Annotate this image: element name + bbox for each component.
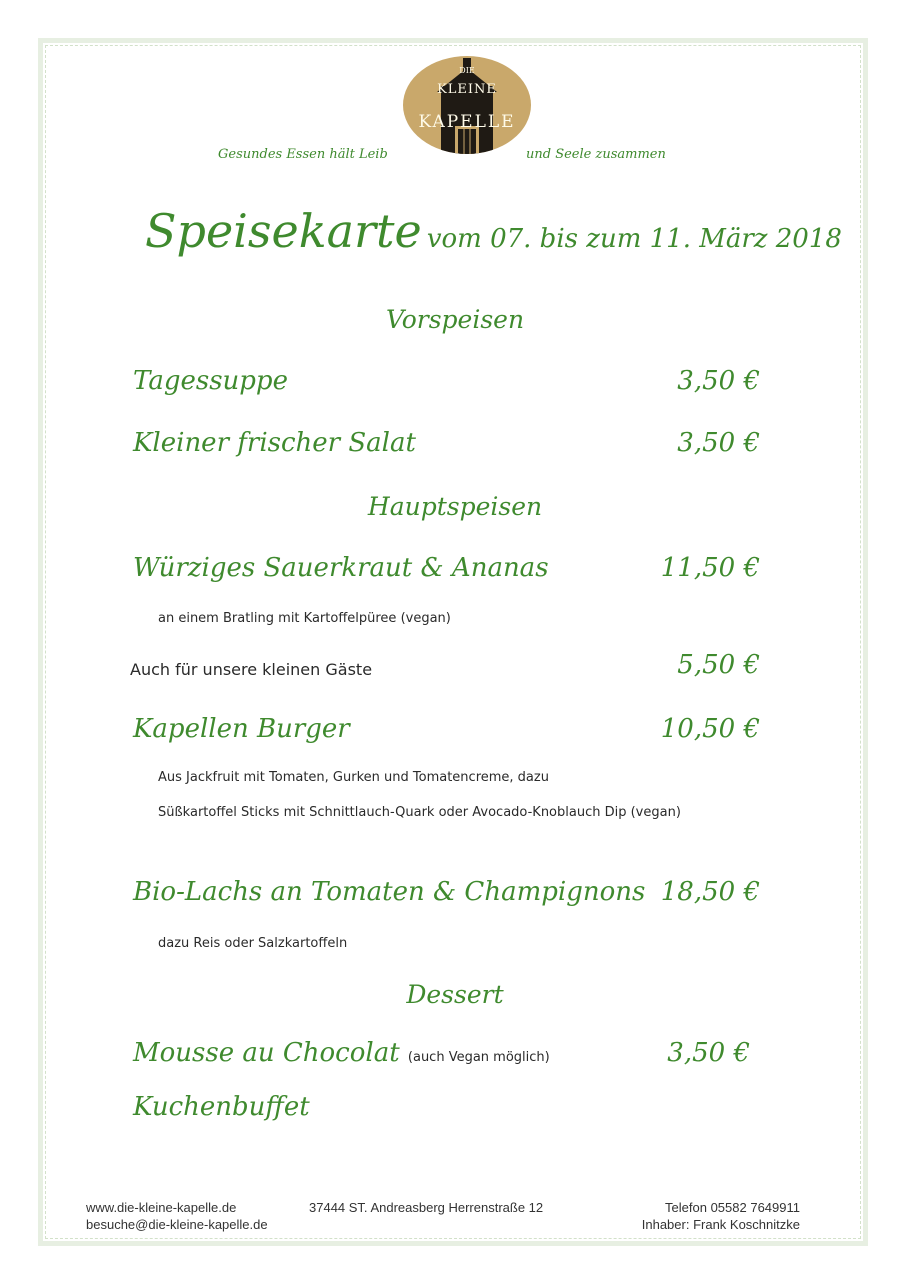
footer-address: 37444 ST. Andreasberg Herrenstraße 12 xyxy=(309,1200,544,1215)
dish-description: Süßkartoffel Sticks mit Schnittlauch-Quark oder Avocado-Knoblauch Dip (vegan) xyxy=(158,805,681,820)
tagline-right: und Seele zusammen xyxy=(526,147,666,162)
logo-line-3: KAPELLE xyxy=(418,112,516,132)
footer-phone: Telefon 05582 7649911 xyxy=(665,1200,800,1215)
dessert-item xyxy=(133,1038,550,1068)
logo-line-2: KLEINE xyxy=(437,82,497,97)
dish-price: 3,50 € xyxy=(667,1038,750,1068)
dish-price: 18,50 € xyxy=(660,877,760,907)
logo-line-1: DIE xyxy=(459,66,475,75)
dish-price: 3,50 € xyxy=(677,428,760,458)
dish-price: 11,50 € xyxy=(660,553,760,583)
dish-name: Kapellen Burger xyxy=(133,714,350,744)
dish-price: 3,50 € xyxy=(677,366,760,396)
dish-price: 5,50 € xyxy=(677,650,760,680)
dish-name: Tagessuppe xyxy=(133,366,288,396)
footer-website: www.die-kleine-kapelle.de xyxy=(86,1200,237,1215)
dish-name: Kleiner frischer Salat xyxy=(133,428,416,458)
footer-owner: Inhaber: Frank Koschnitzke xyxy=(641,1217,800,1232)
dish-note: (auch Vegan möglich) xyxy=(407,1050,550,1065)
dish-name: Mousse au Chocolat xyxy=(133,1038,400,1068)
dish-name: Würziges Sauerkraut & Ananas xyxy=(133,553,549,583)
dish-description: dazu Reis oder Salzkartoffeln xyxy=(158,936,348,951)
section-heading-starters: Vorspeisen xyxy=(385,305,525,334)
dish-name: Bio-Lachs an Tomaten & Champignons xyxy=(133,877,646,907)
dish-description: an einem Bratling mit Kartoffelpüree (vegan) xyxy=(158,611,451,626)
dish-price: 10,50 € xyxy=(660,714,760,744)
menu-title xyxy=(145,204,842,258)
restaurant-logo xyxy=(403,56,531,154)
menu-title-main: Speisekarte xyxy=(145,204,422,258)
section-heading-mains: Hauptspeisen xyxy=(367,492,543,521)
menu-title-dates: vom 07. bis zum 11. März 2018 xyxy=(426,224,842,254)
dish-name: Kuchenbuffet xyxy=(133,1092,310,1122)
kids-menu-label: Auch für unsere kleinen Gäste xyxy=(130,660,373,679)
tagline-left: Gesundes Essen hält Leib xyxy=(218,147,388,162)
dish-description: Aus Jackfruit mit Tomaten, Gurken und Tomatencreme, dazu xyxy=(158,770,549,785)
section-heading-dessert: Dessert xyxy=(406,980,504,1009)
footer-email: besuche@die-kleine-kapelle.de xyxy=(86,1217,268,1232)
